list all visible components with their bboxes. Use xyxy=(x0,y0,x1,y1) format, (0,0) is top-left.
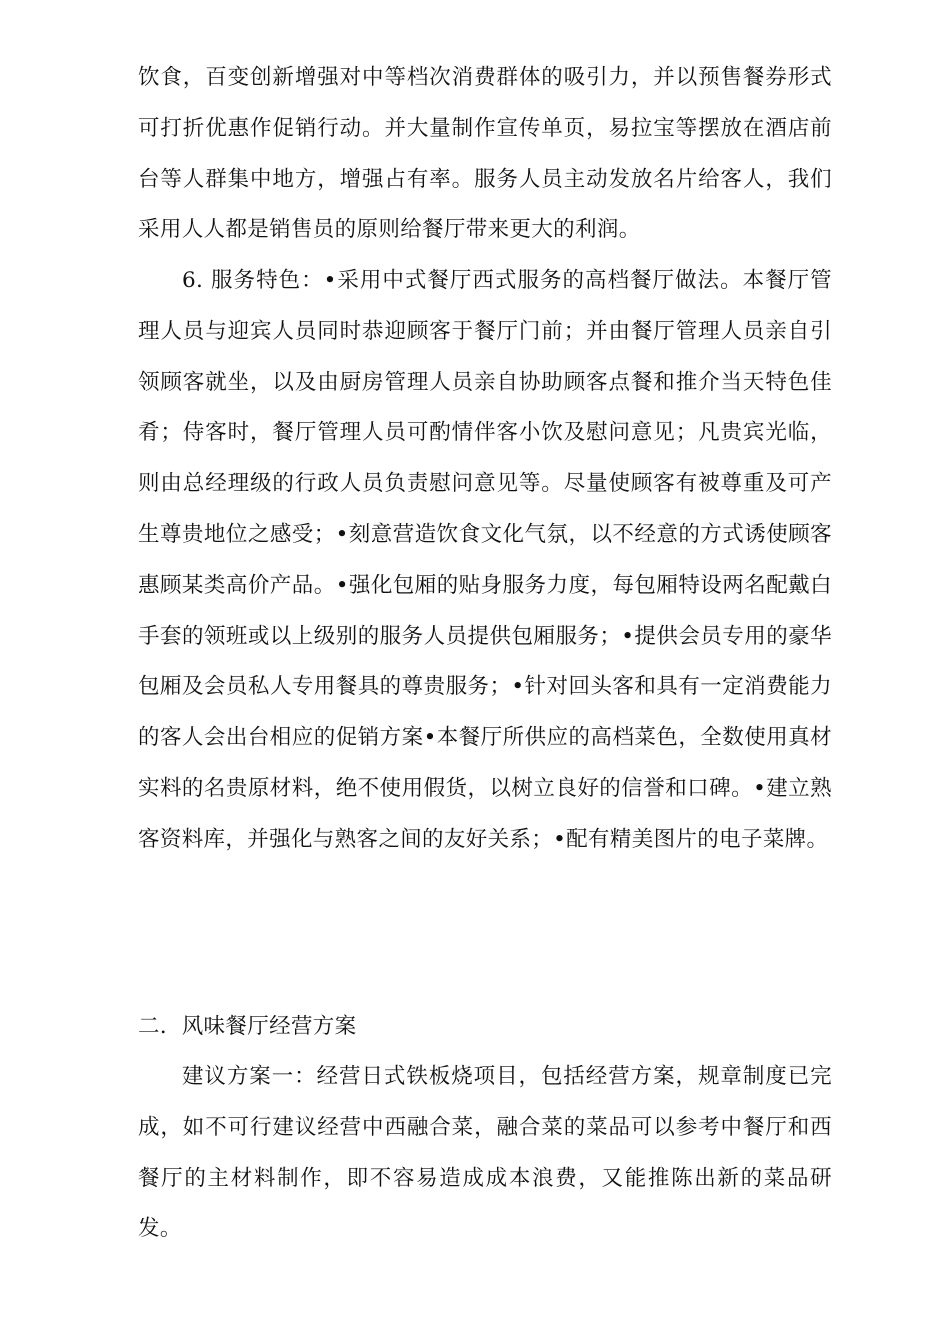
paragraph-food-promotion: 饮食，百变创新增强对中等档次消费群体的吸引力，并以预售餐券形式可打折优惠作促销行动。并大量制作宣传单页，易拉宝等摆放在酒店前台等人群集中地方，增强占有率。服务人员主动发放名片给客人，我们采用人人都是销售员的原则给餐厅带来更大的利润。 xyxy=(138,65,832,243)
paragraph-service-features: 6. 服务特色：•采用中式餐厅西式服务的高档餐厅做法。本餐厅管理人员与迎宾人员同时恭迎顾客于餐厅门前；并由餐厅管理人员亲自引领顾客就坐，以及由厨房管理人员亲自协助顾客点餐和推介当天特色佳肴；侍客时，餐厅管理人员可酌情伴客小饮及慰问意见；凡贵宾光临，则由总经理级的行政人员负责慰问意见等。尽量使顾客有被尊重及可产生尊贵地位之感受；•刻意营造饮食文化气氛，以不经意的方式诱使顾客惠顾某类高价产品。•强化包厢的贴身服务力度，每包厢特设两名配戴白手套的领班或以上级别的服务人员提供包厢服务；•提供会员专用的豪华包厢及会员私人专用餐具的尊贵服务；•针对回头客和具有一定消费能力的客人会出台相应的促销方案•本餐厅所供应的高档菜色，全数使用真材实料的名贵原材料，绝不使用假货，以树立良好的信誉和口碑。•建立熟客资料库，并强化与熟客之间的友好关系；•配有精美图片的电子菜牌。 xyxy=(138,268,832,852)
paragraph-proposal-one: 建议方案一：经营日式铁板烧项目，包括经营方案，规章制度已完成，如不可行建议经营中西融合菜，融合菜的菜品可以参考中餐厅和西餐厅的主材料制作，即不容易造成成本浪费，又能推陈出新的菜品研发。 xyxy=(138,1064,832,1242)
section-heading: 二．风味餐厅经营方案 xyxy=(138,1014,357,1039)
